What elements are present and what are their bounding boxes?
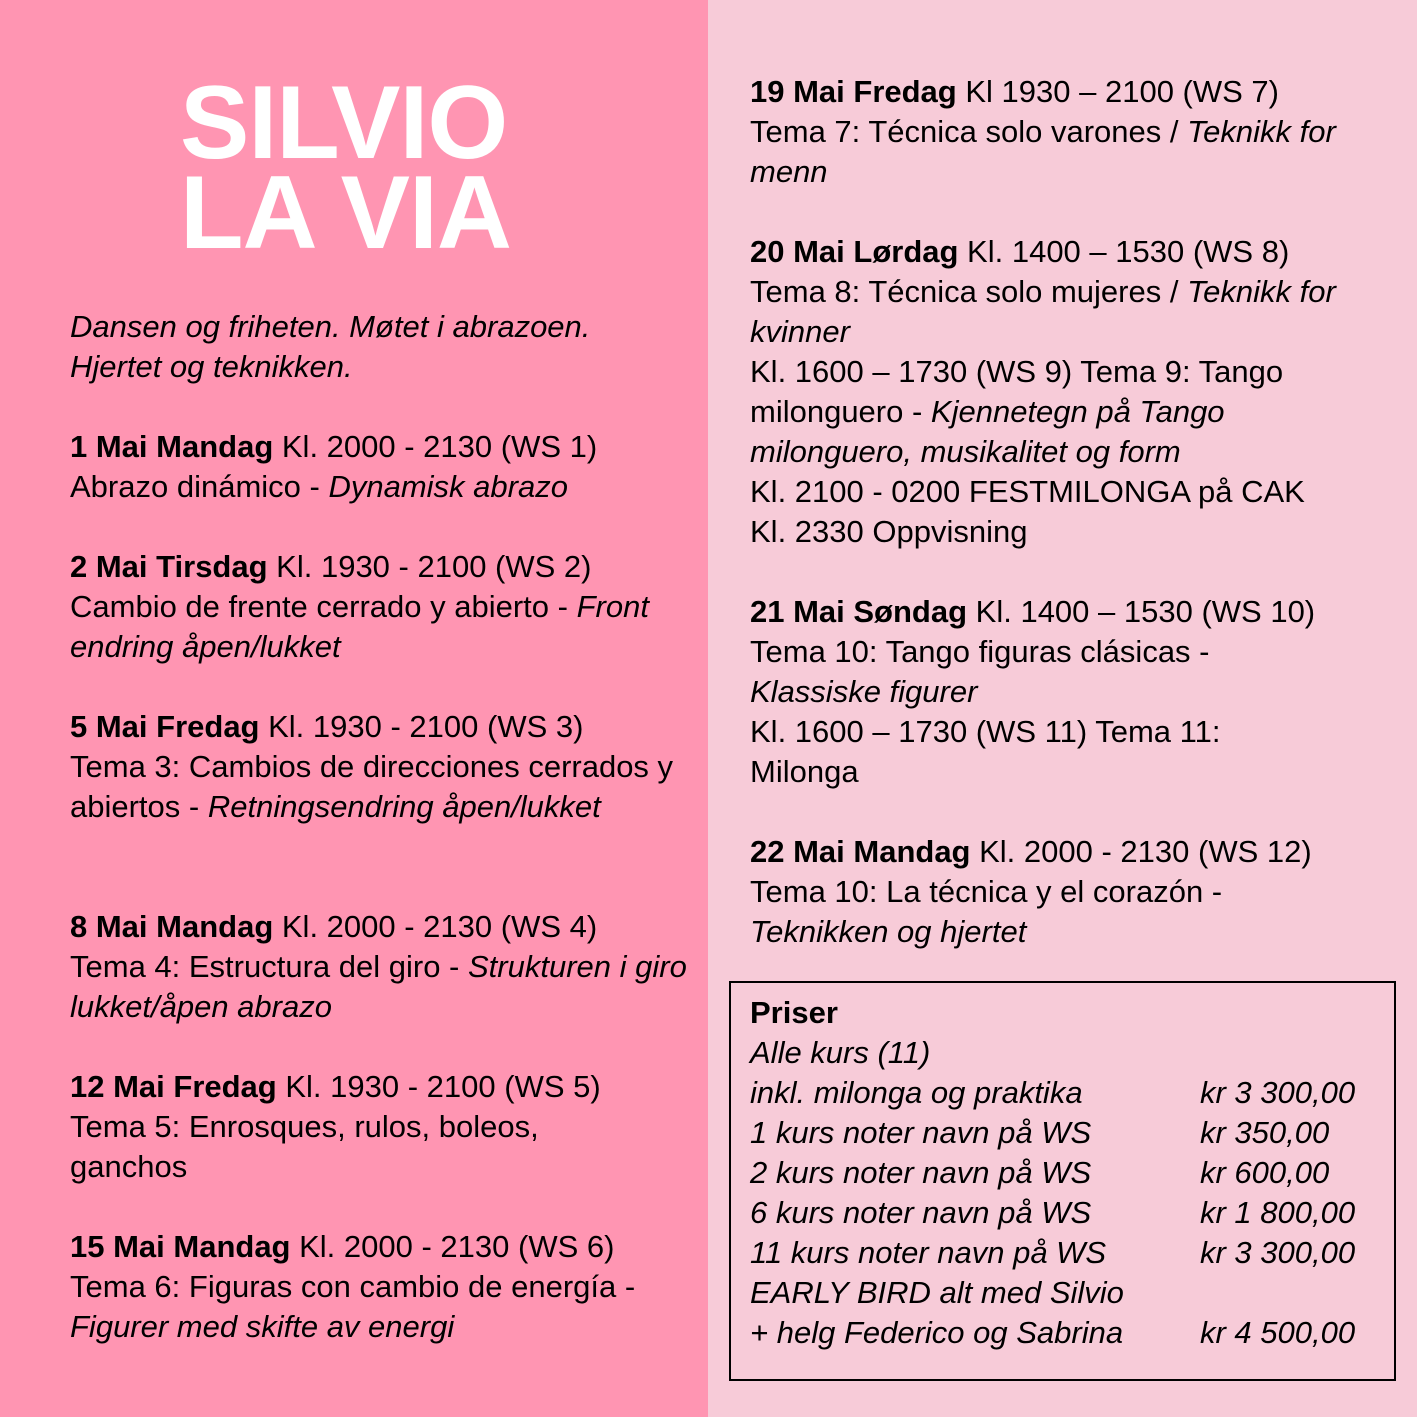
session-topic: Abrazo dinámico -	[70, 469, 329, 504]
price-value: kr 4 500,00	[1200, 1315, 1356, 1350]
session-topic-translation: Klassiske figurer	[750, 674, 978, 709]
price-row	[750, 1073, 1390, 1113]
session-second: Kl. 1600 – 1730 (WS 9) Tema 9: Tango milonguero -	[750, 354, 1284, 429]
session-1-mai	[70, 427, 690, 507]
session-2-mai	[70, 547, 690, 667]
price-row	[750, 1113, 1390, 1153]
price-heading-row	[750, 993, 1390, 1033]
price-label: EARLY BIRD alt med Silvio	[750, 1275, 1124, 1310]
price-row	[750, 1273, 1390, 1313]
session-topic: Tema 3: Cambios de direcciones cerrados y abiertos -	[70, 749, 674, 824]
session-topic-translation: Teknikken og hjertet	[750, 914, 1027, 949]
session-8-mai	[70, 907, 690, 1027]
session-12-mai	[70, 1067, 610, 1187]
price-label: + helg Federico og Sabrina	[750, 1315, 1124, 1350]
price-value: kr 1 800,00	[1200, 1195, 1356, 1230]
session-second: Kl. 1600 – 1730 (WS 11) Tema 11: Milonga	[750, 714, 1221, 789]
session-date: 21 Mai Søndag	[750, 594, 968, 629]
price-row	[750, 1233, 1390, 1273]
title-line-1: SILVIO	[180, 65, 508, 181]
session-date: 1 Mai Mandag	[70, 429, 274, 464]
session-date: 19 Mai Fredag	[750, 74, 957, 109]
price-label: inkl. milonga og praktika	[750, 1075, 1083, 1110]
price-value: kr 350,00	[1200, 1115, 1330, 1150]
session-topic: Tema 8: Técnica solo mujeres /	[750, 274, 1188, 309]
price-subheading: Alle kurs (11)	[750, 1035, 931, 1070]
session-date: 8 Mai Mandag	[70, 909, 274, 944]
session-time: Kl. 2000 - 2130 (WS 1)	[273, 429, 598, 464]
price-label: 1 kurs noter navn på WS	[750, 1115, 1092, 1150]
session-topic: Cambio de frente cerrado y abierto -	[70, 589, 577, 624]
session-time: Kl. 1930 - 2100 (WS 5)	[276, 1069, 601, 1104]
price-box	[729, 981, 1396, 1381]
intro-text	[70, 307, 690, 387]
session-second-translation: Kjennetegn på Tango milonguero, musikalitet og form	[750, 394, 1225, 469]
price-value: kr 600,00	[1200, 1155, 1330, 1190]
price-row	[750, 1153, 1390, 1193]
session-topic-translation: Retningsendring åpen/lukket	[207, 789, 601, 824]
session-date: 2 Mai Tirsdag	[70, 549, 268, 584]
price-subheading-row	[750, 1033, 1390, 1073]
session-time: Kl. 1400 – 1530 (WS 10)	[967, 594, 1316, 629]
session-topic: Tema 10: La técnica y el corazón -	[750, 874, 1223, 909]
session-date: 15 Mai Mandag	[70, 1229, 291, 1264]
session-topic-translation: Teknikk for menn	[750, 114, 1336, 189]
session-time: Kl. 2000 - 2130 (WS 12)	[970, 834, 1312, 869]
session-topic-translation: Front endring åpen/lukket	[70, 589, 649, 664]
price-value: kr 3 300,00	[1200, 1075, 1356, 1110]
session-topic-translation: Teknikk for kvinner	[750, 274, 1336, 349]
session-20-mai	[750, 232, 1350, 552]
intro-line-2: Hjertet og teknikken.	[70, 349, 353, 384]
price-value: kr 3 300,00	[1200, 1235, 1356, 1270]
session-topic: Tema 10: Tango figuras clásicas -	[750, 634, 1210, 669]
session-date: 5 Mai Fredag	[70, 709, 260, 744]
oppvisning-line: Kl. 2330 Oppvisning	[750, 514, 1028, 549]
session-topic-translation: Dynamisk abrazo	[328, 469, 568, 504]
price-label: 11 kurs noter navn på WS	[750, 1235, 1107, 1270]
session-22-mai	[750, 832, 1390, 952]
session-topic: Tema 4: Estructura del giro -	[70, 949, 468, 984]
session-date: 20 Mai Lørdag	[750, 234, 959, 269]
festmilonga-line: Kl. 2100 - 0200 FESTMILONGA på CAK	[750, 474, 1305, 509]
session-15-mai	[70, 1227, 690, 1347]
session-topic: Tema 6: Figuras con cambio de energía -	[70, 1269, 636, 1304]
session-topic-translation: Strukturen i giro lukket/åpen abrazo	[70, 949, 687, 1024]
price-row	[750, 1193, 1390, 1233]
session-topic: Tema 7: Técnica solo varones /	[750, 114, 1188, 149]
intro-line-1: Dansen og friheten. Møtet i abrazoen.	[70, 309, 591, 344]
session-time: Kl. 1400 – 1530 (WS 8)	[958, 234, 1290, 269]
session-topic-translation: Figurer med skifte av energi	[70, 1309, 455, 1344]
session-time: Kl 1930 – 2100 (WS 7)	[956, 74, 1279, 109]
session-topic: Tema 5: Enrosques, rulos, boleos, ganchos	[70, 1109, 539, 1184]
price-heading: Priser	[750, 995, 838, 1030]
title-line-2: LA VIA	[180, 155, 512, 271]
session-21-mai	[750, 592, 1390, 792]
session-19-mai	[750, 72, 1350, 192]
price-list	[750, 993, 1390, 1353]
session-time: Kl. 1930 - 2100 (WS 2)	[267, 549, 592, 584]
price-label: 2 kurs noter navn på WS	[750, 1155, 1092, 1190]
price-row	[750, 1313, 1390, 1353]
session-5-mai	[70, 707, 690, 827]
session-time: Kl. 2000 - 2130 (WS 6)	[290, 1229, 615, 1264]
session-date: 12 Mai Fredag	[70, 1069, 277, 1104]
session-time: Kl. 2000 - 2130 (WS 4)	[273, 909, 598, 944]
session-date: 22 Mai Mandag	[750, 834, 971, 869]
price-label: 6 kurs noter navn på WS	[750, 1195, 1092, 1230]
session-time: Kl. 1930 - 2100 (WS 3)	[259, 709, 584, 744]
page-title	[180, 65, 512, 271]
